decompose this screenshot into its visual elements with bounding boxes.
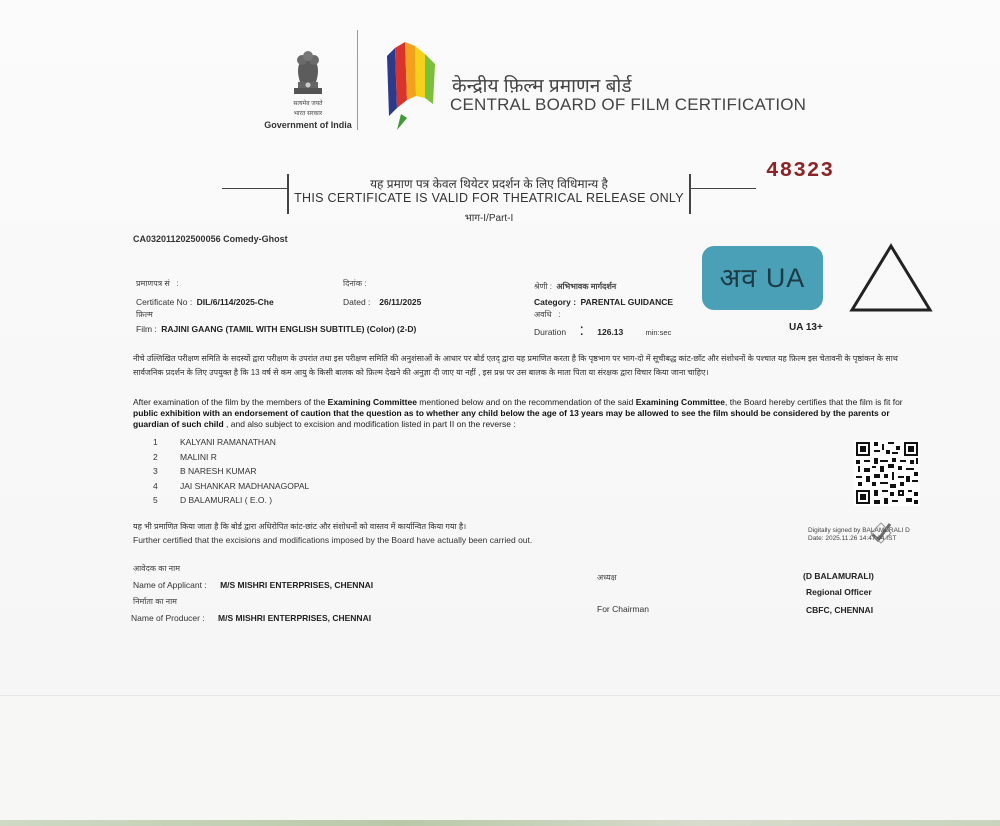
- digital-signature: Digitally signed by BALAMURALI D Date: 2025.11.26 14:47:04 IST: [808, 527, 910, 542]
- national-emblem-icon: [278, 42, 338, 104]
- part-label: भाग-I/Part-I: [464, 213, 514, 224]
- dated-value: 26/11/2025: [379, 297, 422, 307]
- further-certified-hindi: यह भी प्रमाणित किया जाता है कि बोर्ड द्वारा अधिरोपित कांट-छांट और संशोधनों को वास्तव में कार्यान्वित किया गया है।: [133, 522, 467, 531]
- government-english: Government of India: [264, 120, 352, 130]
- qr-code-icon[interactable]: [854, 440, 920, 506]
- duration-value: 126.13: [597, 327, 624, 337]
- producer: Name of Producer : M/S MISHRI ENTERPRISES, CHENNAI: [131, 613, 372, 623]
- hindi-certification-text: नीचे उल्लिखित परीक्षण समिति के सदस्यों द्वारा परीक्षण के उपरांत तथा इस परीक्षण समिति की अनुशंसाओं के आधार पर बोर्ड एतद् द्वारा यह प्रमाणित करता है कि पृष्ठभाग पर भाग-दो में सूचीबद्ध कांट-छाँट और संशोधनों के पश्चात यह फ़िल्म इस चेतावनी के पृष्ठांकन के साथ सार्वजनिक प्रदर्शन के लिए उपयुक्त है कि 13 वर्ष से कम आयु के किसी बालक को फ़िल्म देखने की अनुज्ञा दी जाए या नहीं , इस प्रश्न पर उस बालक के माता पिता या संरक्षक द्वारा विचार किया जाना चाहिए।: [133, 354, 898, 377]
- certificate-no: Certificate No : DIL/6/114/2025-Che: [136, 297, 274, 307]
- officer-title: Regional Officer: [806, 587, 872, 597]
- certificate-no-hindi: प्रमाणपत्र सं :: [136, 279, 179, 288]
- film-hindi: फ़िल्म: [136, 310, 153, 319]
- serial-number: 48323: [766, 160, 835, 183]
- further-certified-english: Further certified that the excisions and modifications imposed by the Board have actually been carried out.: [133, 535, 533, 545]
- category: Category : PARENTAL GUIDANCE: [534, 297, 674, 307]
- list-item: 4 JAI SHANKAR MADHANAGOPAL: [153, 480, 310, 491]
- org-name-hindi: केन्द्रीय फ़िल्म प्रमाणन बोर्ड: [452, 76, 632, 97]
- header-divider: [357, 30, 358, 130]
- film-title-value: RAJINI GAANG (TAMIL WITH ENGLISH SUBTITLE) (Color) (2-D): [161, 324, 417, 334]
- duration-hindi: अवधि :: [534, 310, 561, 319]
- dated: Dated : 26/11/2025: [343, 297, 422, 307]
- triangle-symbol-icon: [846, 240, 936, 316]
- producer-hindi: निर्माता का नाम: [133, 597, 177, 606]
- list-item: 2 MALINI R: [153, 451, 217, 462]
- list-item: 1 KALYANI RAMANATHAN: [153, 437, 276, 447]
- for-chairman: For Chairman: [597, 604, 649, 614]
- film-code: CA032011202500056 Comedy-Ghost: [133, 234, 288, 244]
- category-hindi: श्रेणी : अभिभावक मार्गदर्शन: [534, 282, 617, 291]
- bottom-edge-strip: [0, 820, 1000, 826]
- applicant-value: M/S MISHRI ENTERPRISES, CHENNAI: [220, 580, 374, 590]
- background-surface: [0, 695, 1000, 826]
- validity-hindi: यह प्रमाण पत्र केवल थियेटर प्रदर्शन के लिए विधिमान्य है: [370, 177, 608, 191]
- rating-label: UA 13+: [789, 322, 823, 333]
- cbfc-logo-icon: [383, 38, 443, 130]
- emblem-motto: सत्यमेव जयते: [293, 101, 323, 107]
- list-item: 3 B NARESH KUMAR: [153, 466, 257, 476]
- category-value: PARENTAL GUIDANCE: [580, 297, 674, 307]
- english-certification-text: After examination of the film by the members of the Examining Committee mentioned below and on the recommendation of the said Examining Committee, the Board hereby certifies that the film is fit for public exhibition with an endorsement of caution that the question as to whether any child below the age of 13 years may be allowed to see the film should be considered by the parents or guardian of such child , and also subject to excision and modification listed in part II on the reverse :: [133, 397, 903, 429]
- rating-badge: अव UA: [702, 246, 823, 310]
- film-title: Film : RAJINI GAANG (TAMIL WITH ENGLISH SUBTITLE) (Color) (2-D): [136, 324, 417, 334]
- validity-rule-left: [222, 188, 288, 189]
- validity-rule-right: [690, 188, 756, 189]
- officer-name: (D BALAMURALI): [803, 571, 874, 581]
- applicant-hindi: आवेदक का नाम: [133, 564, 180, 573]
- dated-hindi: दिनांक :: [343, 279, 367, 288]
- officer-office: CBFC, CHENNAI: [806, 605, 874, 615]
- validity-english: THIS CERTIFICATE IS VALID FOR THEATRICAL RELEASE ONLY: [294, 191, 684, 205]
- government-hindi: भारत सरकार: [293, 111, 323, 117]
- certificate-no-value: DIL/6/114/2025-Che: [196, 297, 274, 307]
- applicant: Name of Applicant : M/S MISHRI ENTERPRISES, CHENNAI: [133, 580, 374, 590]
- committee-members-list: [153, 435, 393, 508]
- chairman-hindi: अध्यक्ष: [597, 573, 617, 582]
- org-name-english: CENTRAL BOARD OF FILM CERTIFICATION: [450, 95, 807, 114]
- duration: Duration : 126.13 min:sec: [534, 322, 672, 339]
- producer-value: M/S MISHRI ENTERPRISES, CHENNAI: [218, 613, 372, 623]
- list-item: 5 D BALAMURALI ( E.O. ): [153, 495, 273, 505]
